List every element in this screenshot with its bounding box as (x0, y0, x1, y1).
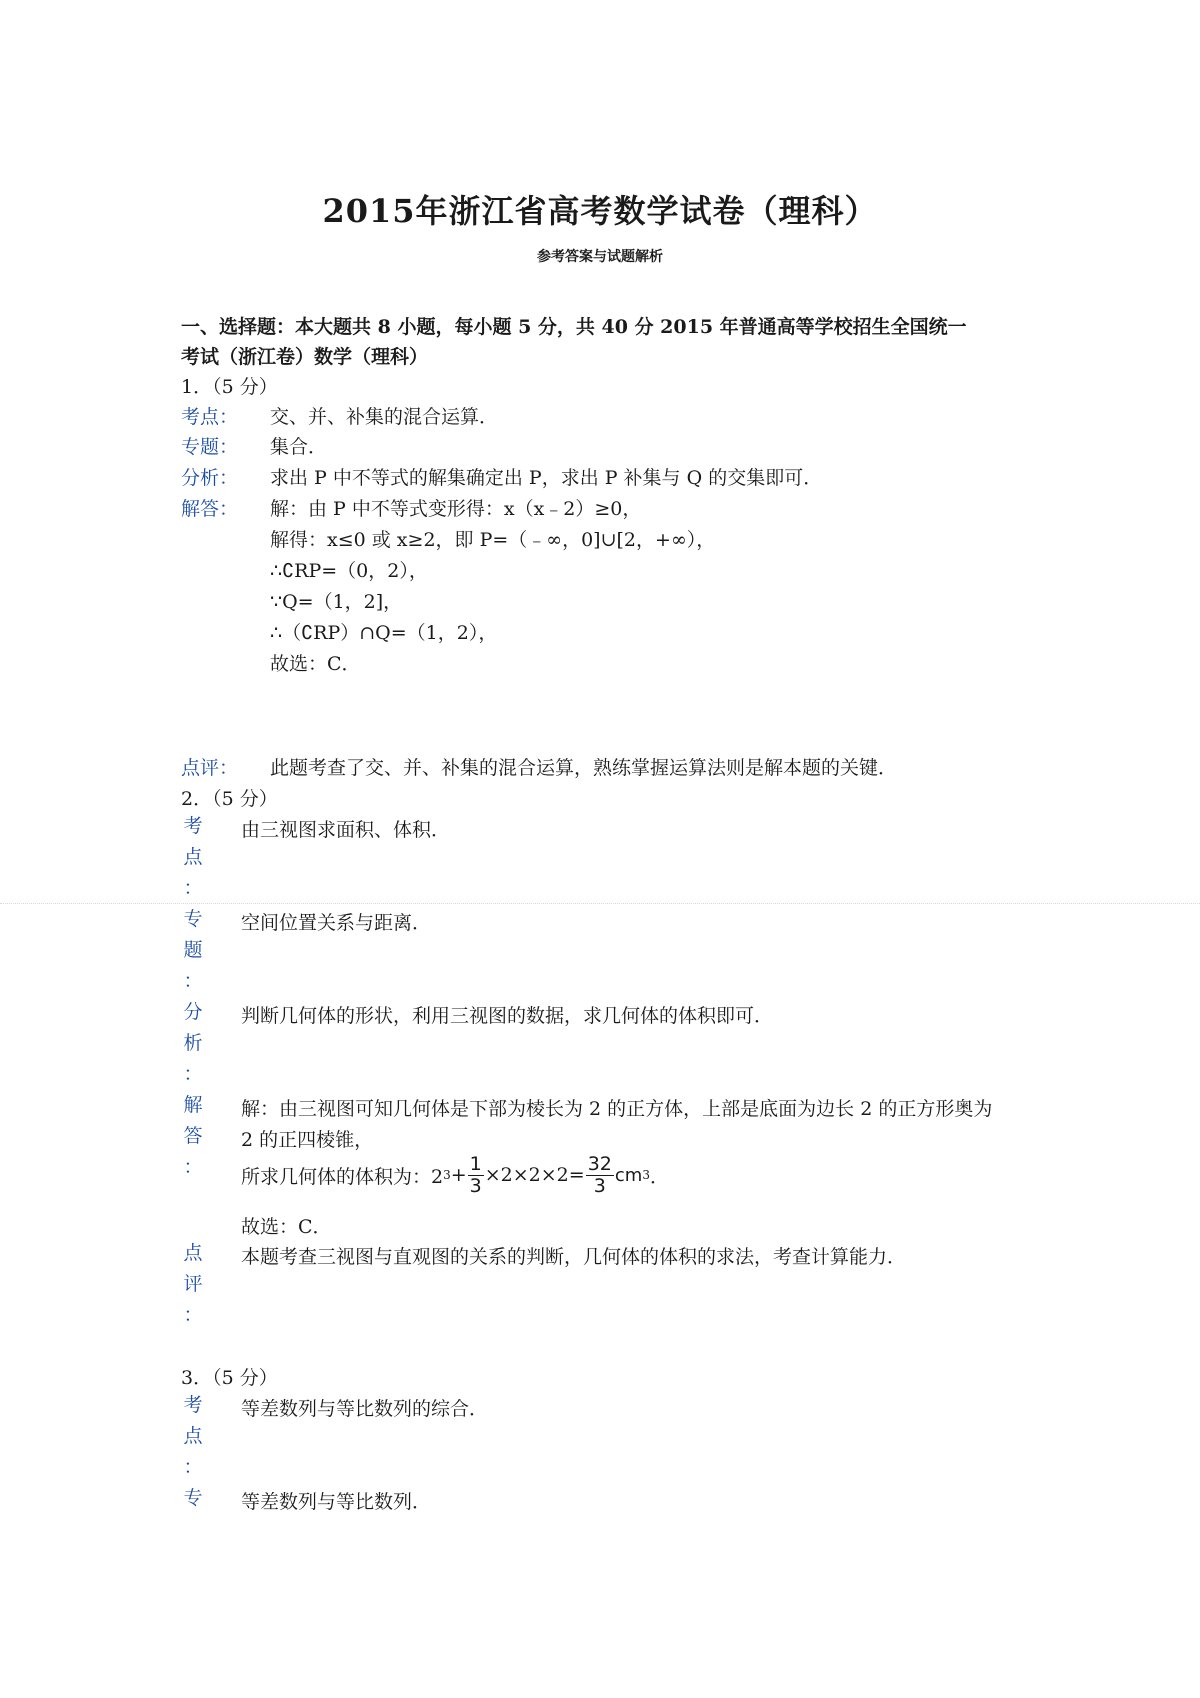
q2-fenxi-text: 判断几何体的形状，利用三视图的数据，求几何体的体积即可． (241, 1005, 774, 1027)
q1-fenxi-label: 分析： (181, 467, 239, 489)
q1-dianping-label: 点评： (181, 757, 239, 779)
q2-kaodian-text: 由三视图求面积、体积． (241, 819, 451, 841)
q3-kaodian-text: 等差数列与等比数列的综合． (241, 1398, 489, 1420)
q1-solution-line-3: ∴∁RP=（0，2）， (270, 560, 428, 582)
q2-kaodian-label (181, 811, 205, 904)
q1-kaodian-label: 考点： (181, 406, 239, 428)
q1-solution-line-5: ∴（∁RP）∩Q=（1，2）， (270, 622, 498, 644)
q1-dianping-text: 此题考查了交、并、补集的混合运算，熟练掌握运算法则是解本题的关键． (270, 757, 898, 779)
formula-unit: cm (614, 1164, 643, 1186)
q2-fenxi-label (181, 997, 205, 1090)
label-char: 考 (183, 1394, 203, 1416)
q2-dianping-text: 本题考查三视图与直观图的关系的判断，几何体的体积的求法，考查计算能力． (241, 1246, 907, 1268)
fraction-one-third (468, 1152, 484, 1197)
q1-solution-line-4: ∵Q=（1，2]， (270, 591, 403, 613)
label-char: 分 (183, 1001, 203, 1023)
label-char: 点 (183, 846, 203, 868)
label-char: 解 (183, 1094, 203, 1116)
label-char: ： (183, 970, 203, 992)
q3-zhuanti-text: 等差数列与等比数列． (241, 1491, 432, 1513)
formula-text: ×2×2×2= (484, 1164, 585, 1186)
formula-text: 所求几何体的体积为：2 (241, 1165, 444, 1188)
section-heading-line1: 一、选择题：本大题共 8 小题，每小题 5 分，共 40 分 2015 年普通高等学校招生全国统一 (181, 316, 967, 338)
label-char: 专 (183, 1487, 203, 1509)
q1-zhuanti-label: 专题： (181, 436, 239, 458)
question-2-header: 2．（5 分） (181, 788, 278, 810)
fraction-thirtytwo-thirds (586, 1152, 614, 1197)
q2-answer: 故选：C． (241, 1216, 332, 1238)
label-char: 点 (183, 1425, 203, 1447)
q2-jieda-label (181, 1090, 205, 1183)
label-char: 评 (183, 1273, 203, 1295)
formula-text: + (450, 1164, 467, 1186)
label-char: 点 (183, 1242, 203, 1264)
label-char: 析 (183, 1032, 203, 1054)
label-char: ： (183, 1456, 203, 1478)
label-char: 考 (183, 815, 203, 837)
label-char: ： (183, 877, 203, 899)
label-char: 题 (183, 939, 203, 961)
formula-exponent: 3 (443, 1168, 451, 1182)
q2-zhuanti-label (181, 904, 205, 997)
q2-solution-line-1: 解：由三视图可知几何体是下部为棱长为 2 的正方体，上部是底面为边长 2 的正方形奥为 (241, 1098, 993, 1120)
formula-exponent: 3 (642, 1168, 650, 1182)
label-char: ： (183, 1304, 203, 1326)
q1-fenxi-text: 求出 P 中不等式的解集确定出 P，求出 P 补集与 Q 的交集即可． (270, 467, 823, 489)
q1-zhuanti-text: 集合． (270, 436, 328, 458)
page-title: 2015年浙江省高考数学试卷（理科） (322, 192, 878, 230)
question-1-header: 1．（5 分） (181, 376, 278, 398)
q3-zhuanti-label (181, 1483, 205, 1514)
formula-text: ． (649, 1165, 669, 1188)
question-3-header: 3．（5 分） (181, 1367, 278, 1389)
q2-zhuanti-text: 空间位置关系与距离． (241, 912, 432, 934)
q2-volume-formula (241, 1152, 669, 1198)
label-char: 专 (183, 908, 203, 930)
q1-solution-line-1: 解：由 P 中不等式变形得：x（x﹣2）≥0， (270, 498, 642, 520)
q1-solution-line-6: 故选：C． (270, 653, 361, 675)
section-heading-line2: 考试（浙江卷）数学（理科） (181, 346, 429, 368)
fraction-denominator: 3 (593, 1174, 606, 1197)
label-char: 答 (183, 1125, 203, 1147)
q3-kaodian-label (181, 1390, 205, 1483)
page-subtitle: 参考答案与试题解析 (537, 249, 663, 265)
q2-dianping-label (181, 1238, 205, 1331)
q2-solution-line-2: 2 的正四棱锥， (241, 1129, 374, 1151)
q1-solution-line-2: 解得：x≤0 或 x≥2，即 P=（﹣∞，0]∪[2，+∞）， (270, 529, 716, 551)
q1-kaodian-text: 交、并、补集的混合运算． (270, 406, 499, 428)
q1-jieda-label: 解答： (181, 498, 239, 520)
page-divider (0, 903, 1200, 904)
fraction-denominator: 3 (469, 1174, 482, 1197)
fraction-numerator: 1 (469, 1152, 482, 1175)
label-char: ： (183, 1156, 203, 1178)
fraction-numerator: 32 (587, 1152, 612, 1175)
label-char: ： (183, 1063, 203, 1085)
